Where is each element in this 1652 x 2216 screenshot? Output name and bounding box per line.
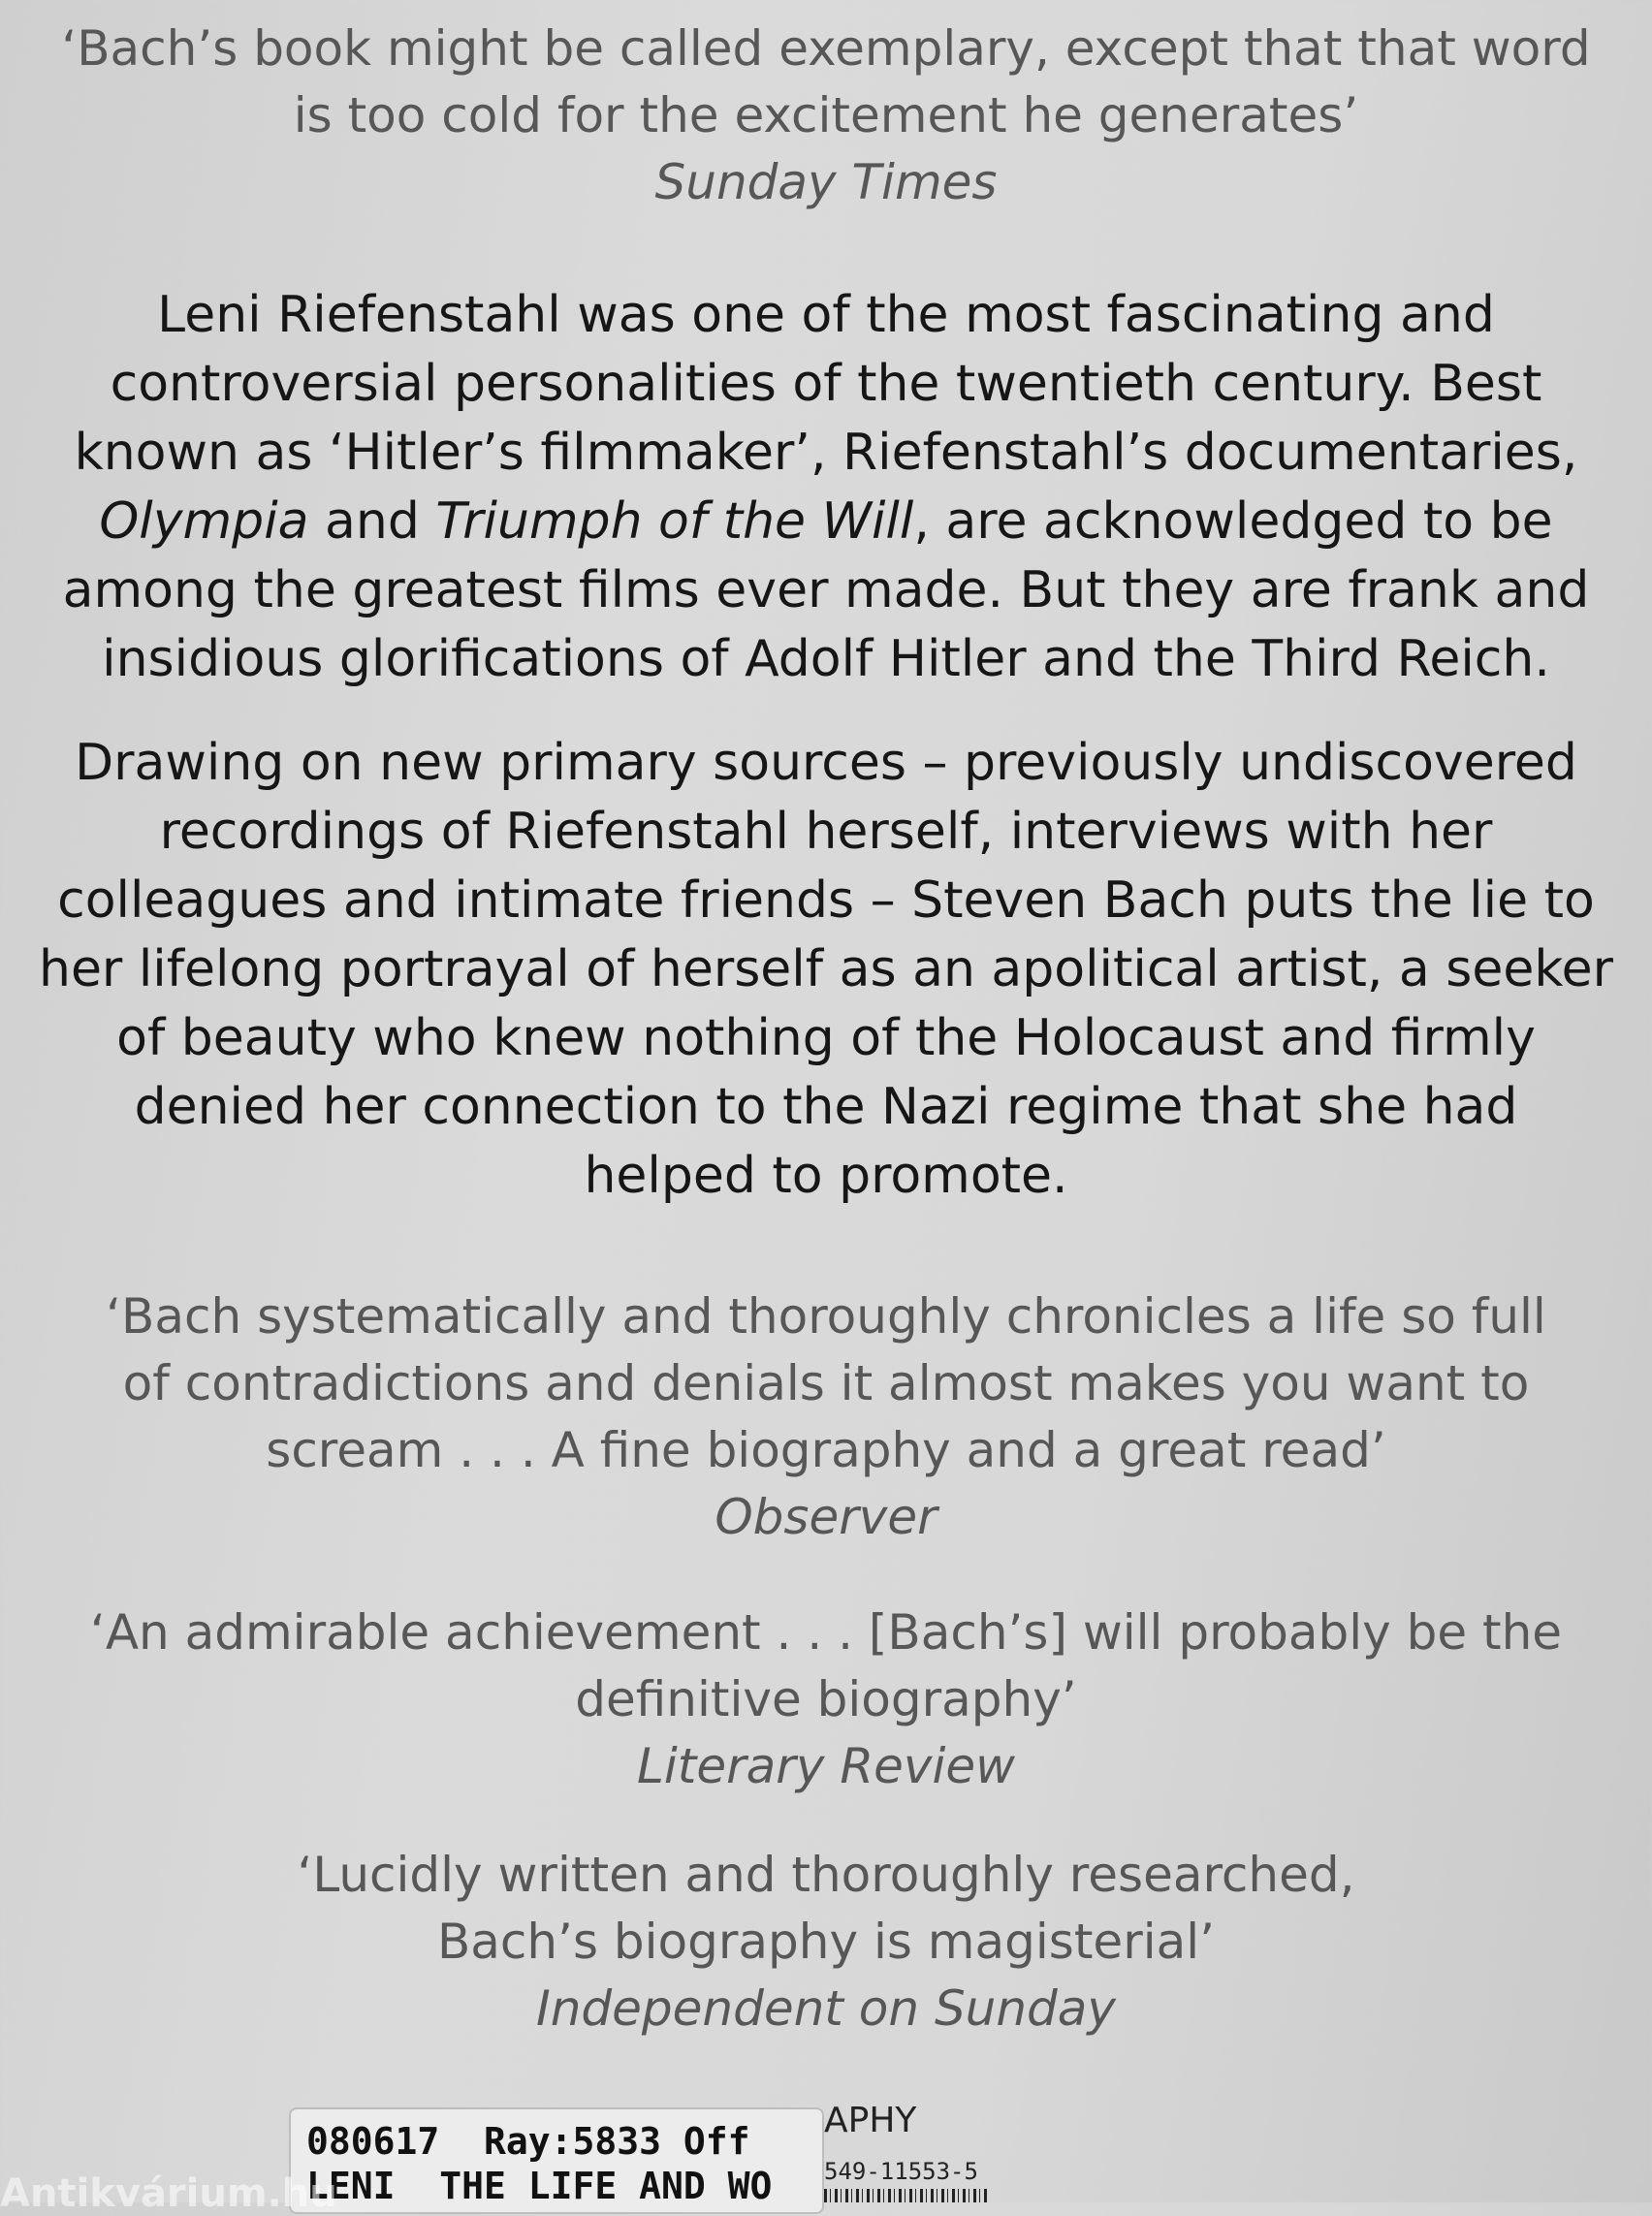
film-title-triumph: Triumph of the Will [435,492,914,551]
watermark: Antikvárium.hu [0,2171,337,2216]
quote-source: Sunday Times [654,154,998,210]
review-quote-independent [0,1842,1652,2042]
blurb-line: Drawing on new primary sources – previously undiscovered [75,734,1577,792]
quote-line: of contradictions and denials it almost makes you want to [122,1355,1530,1411]
blurb-line: insidious glorifications of Adolf Hitler and the Third Reich. [102,630,1550,688]
blurb-line: denied her connection to the Nazi regime that she had [134,1078,1518,1136]
review-quote-sunday-times [0,16,1652,216]
blurb-line: recordings of Riefenstahl herself, interviews with her [159,803,1493,861]
blurb-line: helped to promote. [584,1147,1068,1205]
quote-source: Observer [715,1489,937,1545]
quote-source: Independent on Sunday [535,1980,1117,2037]
blurb-text: , are acknowledged to be [913,492,1553,551]
quote-line: is too cold for the excitement he generates’ [293,87,1359,143]
blurb-line: Leni Riefenstahl was one of the most fascinating and [157,286,1495,344]
quote-line: Bach’s biography is magisterial’ [436,1914,1216,1970]
blurb-line: among the greatest films ever made. But they are frank and [62,561,1590,619]
quote-line: definitive biography’ [575,1671,1077,1727]
blurb-line: of beauty who knew nothing of the Holocaust and firmly [116,1009,1536,1067]
film-title-olympia: Olympia [99,492,309,551]
quote-line: ‘Bach systematically and thoroughly chronicles a life so full [106,1288,1546,1345]
blurb-line: controversial personalities of the twentieth century. Best [110,355,1542,413]
review-quote-observer [0,1283,1652,1551]
quote-line: ‘Bach’s book might be called exemplary, except that that word [61,20,1591,77]
blurb-paragraph-1 [0,281,1652,694]
isbn-text: 549-11553-5 [824,2158,978,2185]
blurb-line: known as ‘Hitler’s filmmaker’, Riefenstahl’s documentaries, [74,424,1578,482]
blurb-line: her lifelong portrayal of herself as an apolitical artist, a seeker [38,940,1613,998]
price-sticker [289,2107,824,2214]
blurb-paragraph-2 [0,729,1652,1211]
category-label: APHY [824,2101,917,2140]
quote-line: scream . . . A fine biography and a great read’ [266,1422,1386,1478]
blurb-line [0,488,1652,556]
review-quote-literary-review [0,1599,1652,1800]
sticker-line: LENI THE LIFE AND WO [306,2165,773,2207]
quote-line: ‘Lucidly written and thoroughly researched, [297,1847,1355,1903]
quote-line: ‘An admirable achievement . . . [Bach’s] will probably be the [89,1604,1563,1661]
blurb-text: and [308,492,436,551]
sticker-line: 080617 Ray:5833 Off [306,2120,750,2163]
blurb-line: colleagues and intimate friends – Steven Bach puts the lie to [57,871,1595,930]
quote-source: Literary Review [637,1738,1015,1794]
barcode [824,2189,989,2202]
